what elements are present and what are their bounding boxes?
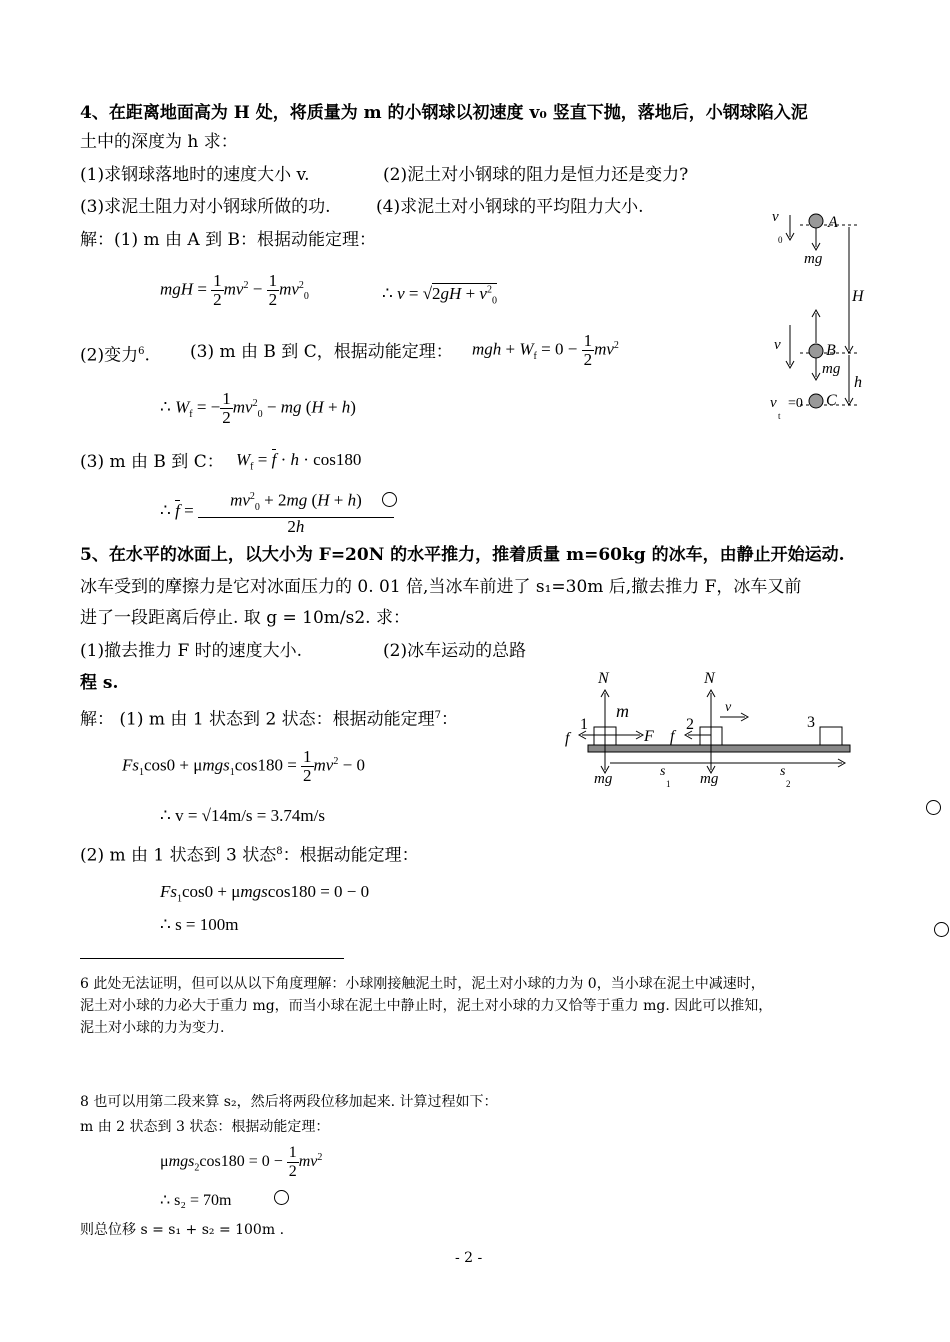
footnote-8-line2: m 由 2 状态到 3 状态：根据动能定理： bbox=[80, 1119, 330, 1135]
footnote-8-total: 则总位移 s = s₁ + s₂ = 100m . bbox=[80, 1222, 285, 1238]
label-A: A bbox=[828, 214, 838, 231]
problem4-line1: 4、在距离地面高为 H 处，将质量为 m 的小钢球以初速度 v₀ 竖直下抛，落地后，小钢球陷入泥 bbox=[80, 103, 808, 123]
label-H: H bbox=[852, 288, 864, 305]
label-f2: f bbox=[670, 728, 675, 745]
label-state-1: 1 bbox=[580, 716, 588, 733]
label-s1: s bbox=[660, 764, 666, 779]
label-N1: N bbox=[598, 670, 609, 687]
equation-work: ∴ $W_f$ = − $\frac{1}{2}$ $mv^2_0$ − mg (H + h) bbox=[160, 389, 356, 427]
footnote-8-s2: ∴ s₂ = 70m bbox=[160, 1192, 232, 1209]
ice-cart-diagram bbox=[560, 665, 860, 790]
ball-c bbox=[809, 394, 823, 408]
equation-velocity: ∴ $v = √2gH + v^2_0$ bbox=[382, 284, 497, 307]
equation-ice-v: ∴ v = √14m/s = 3.74m/s bbox=[160, 806, 325, 825]
footnote-8-line1: 8 也可以用第二段来算 s₂，然后将两段位移加起来. 计算过程如下： bbox=[80, 1094, 498, 1110]
problem4-q4: (4)求泥土对小钢球的平均阻力大小. bbox=[376, 197, 644, 217]
problem5-line1: 5、在水平的冰面上，以大小为 F=20N 的水平推力，推着质量 m=60kg 的冰车，由静止开始运动. bbox=[80, 545, 845, 565]
label-mg2: mg bbox=[700, 771, 719, 787]
sol2-label: (2)变力 bbox=[80, 345, 139, 366]
cart-3 bbox=[820, 727, 842, 745]
circle-mark bbox=[382, 492, 397, 507]
label-m: m bbox=[616, 701, 629, 721]
problem5-line2: 冰车受到的摩擦力是它对冰面压力的 0. 01 倍,当冰车前进了 s₁=30m 后,撤去推力 F，冰车又前 bbox=[80, 577, 802, 597]
circle-mark-right-2 bbox=[934, 922, 949, 937]
label-F: F bbox=[644, 728, 654, 745]
sol2-text: (2) m 由 1 状态到 3 状态 bbox=[80, 845, 277, 866]
equation-energy-2: mgh + $W_f = 0$ − $\frac{1}{2}$ $mv^2$ bbox=[472, 331, 619, 369]
circle-mark-right-1 bbox=[926, 800, 941, 815]
equation-ice-2: $Fs_1\cos 0 + \mu mgscos180 = 0 - 0$ bbox=[160, 882, 370, 905]
label-N2: N bbox=[704, 670, 715, 687]
problem4-q2: (2)泥土对小钢球的阻力是恒力还是变力? bbox=[383, 165, 689, 185]
equation-ice-1: $Fs_1\cos 0 + \mu mgs_1\cos 180$ = $\frac{1}{2}$ $mv^2 - 0$ bbox=[122, 747, 365, 785]
problem5-q1: (1)撤去推力 F 时的速度大小. bbox=[80, 641, 303, 661]
footnote-separator bbox=[80, 958, 344, 959]
label-f1: f bbox=[565, 730, 570, 747]
label-h: h bbox=[854, 374, 862, 391]
problem5-solution-1 bbox=[80, 704, 458, 732]
page-number: - 2 - bbox=[455, 1250, 483, 1266]
footnote-6-line3: 泥土对小球的力为变力. bbox=[80, 1020, 225, 1036]
problem4-solution-3b: (3) m 由 B 到 C： bbox=[80, 452, 224, 472]
sol1-tail: ： bbox=[441, 709, 459, 730]
footnote-ref-7: 7 bbox=[434, 710, 442, 721]
problem5-line3: 进了一段距离后停止. 取 g = 10m/s2. 求： bbox=[80, 608, 410, 628]
label-B: B bbox=[826, 342, 836, 359]
problem4-q1: (1)求钢球落地时的速度大小 v. bbox=[80, 165, 310, 185]
label-v0: v bbox=[772, 209, 779, 225]
problem4-solution-2: (2)变力$^6$. bbox=[80, 345, 150, 366]
problem5-solution-2 bbox=[80, 840, 419, 868]
label-vt-sub: t bbox=[778, 411, 781, 421]
label-state-3: 3 bbox=[807, 714, 815, 731]
label-v: v bbox=[774, 337, 781, 353]
label-mg1: mg bbox=[594, 771, 613, 787]
label-s2: s bbox=[780, 764, 786, 779]
ice-surface bbox=[588, 745, 850, 752]
equation-ice-s: ∴ s = 100m bbox=[160, 915, 239, 934]
problem5-q2: (2)冰车运动的总路 bbox=[383, 641, 527, 661]
label-mg-top: mg bbox=[804, 251, 823, 267]
label-v: v bbox=[725, 700, 732, 715]
label-s2-sub: 2 bbox=[786, 779, 791, 789]
equation-energy-1: mgH = $\frac{1}{2}$ $mv^2$ − $\frac{1}{2}$ $mv^2_0$ bbox=[160, 271, 309, 309]
falling-ball-diagram bbox=[760, 205, 880, 425]
footnote-8-equation: μmgs$_2$cos180 = 0 − $\frac{1}{2}$ $mv^2$ bbox=[160, 1144, 323, 1180]
problem4-q3: (3)求泥土阻力对小钢球所做的功. bbox=[80, 197, 331, 217]
label-C: C bbox=[826, 392, 837, 409]
footnote-ref-6: 6 bbox=[138, 346, 145, 357]
sol2-tail: ：根据动能定理： bbox=[282, 845, 419, 866]
label-vt-eq: =0 bbox=[788, 396, 803, 411]
label-mg-mid: mg bbox=[822, 361, 841, 377]
footnote-6-line1: 6 此处无法证明，但可以从以下角度理解：小球刚接触泥土时，泥土对小球的力为 0，当小球在泥土中减速时， bbox=[80, 976, 765, 992]
label-v0-sub: 0 bbox=[778, 235, 783, 245]
footnote-6-line2: 泥土对小球的力必大于重力 mg，而当小球在泥土中静止时，泥土对小球的力又恰等于重力 mg. 因此可以推知， bbox=[80, 998, 773, 1014]
equation-average-force: ∴ f = $\frac{mv^2_0 + 2mg (H + h)}{2h}$ bbox=[160, 488, 394, 536]
label-vt: v bbox=[770, 395, 777, 411]
equation-work-avg: $W_f = f \cdot h \cdot \cos 180$ bbox=[236, 450, 362, 473]
sol1-text: 解： (1) m 由 1 状态到 2 状态：根据动能定理 bbox=[80, 709, 435, 730]
ball-b bbox=[809, 344, 823, 358]
ball-a bbox=[809, 214, 823, 228]
problem4-line2: 土中的深度为 h 求： bbox=[80, 132, 238, 152]
problem5-q2b: 程 s. bbox=[80, 673, 119, 693]
circle-mark-footnote bbox=[274, 1190, 289, 1205]
problem4-solution-1: 解：(1) m 由 A 到 B：根据动能定理： bbox=[80, 230, 376, 250]
label-state-2: 2 bbox=[686, 716, 694, 733]
footnote-ref-8: 8 bbox=[276, 846, 283, 857]
label-s1-sub: 1 bbox=[666, 779, 671, 789]
problem4-solution-3: (3) m 由 B 到 C，根据动能定理： bbox=[190, 342, 453, 362]
